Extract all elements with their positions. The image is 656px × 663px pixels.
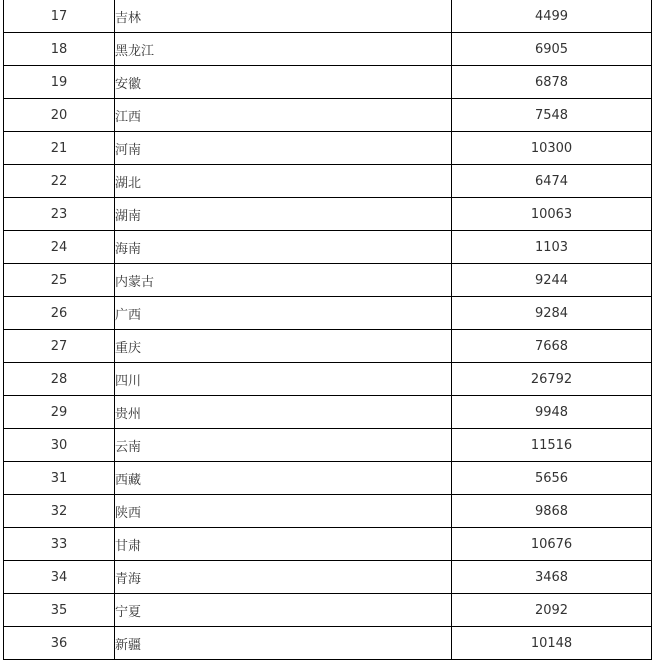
table-row bbox=[4, 495, 652, 528]
row-value-cell: 2092 bbox=[452, 594, 652, 627]
row-index-cell: 17 bbox=[4, 0, 115, 33]
row-value-cell: 9868 bbox=[452, 495, 652, 528]
table-row bbox=[4, 462, 652, 495]
row-name-cell: 宁夏 bbox=[115, 594, 452, 627]
row-value-cell: 5656 bbox=[452, 462, 652, 495]
row-name-cell: 贵州 bbox=[115, 396, 452, 429]
row-value-cell: 3468 bbox=[452, 561, 652, 594]
row-index-cell: 28 bbox=[4, 363, 115, 396]
row-value-cell: 10676 bbox=[452, 528, 652, 561]
row-value-cell: 26792 bbox=[452, 363, 652, 396]
row-index-cell: 34 bbox=[4, 561, 115, 594]
table-row bbox=[4, 33, 652, 66]
row-index-cell: 29 bbox=[4, 396, 115, 429]
row-name-cell: 安徽 bbox=[115, 66, 452, 99]
table-row bbox=[4, 429, 652, 462]
row-name-cell: 云南 bbox=[115, 429, 452, 462]
table-row bbox=[4, 594, 652, 627]
row-value-cell: 4499 bbox=[452, 0, 652, 33]
table-row bbox=[4, 363, 652, 396]
row-index-cell: 20 bbox=[4, 99, 115, 132]
row-value-cell: 6474 bbox=[452, 165, 652, 198]
table-row bbox=[4, 165, 652, 198]
row-name-cell: 河南 bbox=[115, 132, 452, 165]
row-name-cell: 江西 bbox=[115, 99, 452, 132]
table-row bbox=[4, 330, 652, 363]
row-value-cell: 10300 bbox=[452, 132, 652, 165]
row-index-cell: 31 bbox=[4, 462, 115, 495]
row-name-cell: 青海 bbox=[115, 561, 452, 594]
row-value-cell: 9244 bbox=[452, 264, 652, 297]
table-row bbox=[4, 396, 652, 429]
table-row bbox=[4, 297, 652, 330]
table-body bbox=[4, 0, 652, 660]
province-data-table bbox=[3, 0, 652, 660]
row-value-cell: 7548 bbox=[452, 99, 652, 132]
table-row bbox=[4, 627, 652, 660]
row-name-cell: 四川 bbox=[115, 363, 452, 396]
row-index-cell: 33 bbox=[4, 528, 115, 561]
table-row bbox=[4, 99, 652, 132]
row-index-cell: 22 bbox=[4, 165, 115, 198]
row-index-cell: 21 bbox=[4, 132, 115, 165]
row-name-cell: 陕西 bbox=[115, 495, 452, 528]
row-index-cell: 30 bbox=[4, 429, 115, 462]
table-row bbox=[4, 264, 652, 297]
row-name-cell: 新疆 bbox=[115, 627, 452, 660]
table-row bbox=[4, 561, 652, 594]
table-row bbox=[4, 66, 652, 99]
row-name-cell: 海南 bbox=[115, 231, 452, 264]
row-name-cell: 西藏 bbox=[115, 462, 452, 495]
row-name-cell: 黑龙江 bbox=[115, 33, 452, 66]
row-value-cell: 6905 bbox=[452, 33, 652, 66]
table-row bbox=[4, 132, 652, 165]
row-name-cell: 重庆 bbox=[115, 330, 452, 363]
table-row bbox=[4, 528, 652, 561]
table-row bbox=[4, 231, 652, 264]
row-value-cell: 10063 bbox=[452, 198, 652, 231]
row-name-cell: 广西 bbox=[115, 297, 452, 330]
row-index-cell: 24 bbox=[4, 231, 115, 264]
row-name-cell: 甘肃 bbox=[115, 528, 452, 561]
row-value-cell: 9284 bbox=[452, 297, 652, 330]
row-value-cell: 9948 bbox=[452, 396, 652, 429]
row-value-cell: 7668 bbox=[452, 330, 652, 363]
row-value-cell: 11516 bbox=[452, 429, 652, 462]
row-value-cell: 6878 bbox=[452, 66, 652, 99]
row-name-cell: 内蒙古 bbox=[115, 264, 452, 297]
row-index-cell: 25 bbox=[4, 264, 115, 297]
table-row bbox=[4, 0, 652, 33]
row-index-cell: 26 bbox=[4, 297, 115, 330]
row-index-cell: 19 bbox=[4, 66, 115, 99]
table-row bbox=[4, 198, 652, 231]
row-index-cell: 18 bbox=[4, 33, 115, 66]
row-index-cell: 35 bbox=[4, 594, 115, 627]
row-index-cell: 27 bbox=[4, 330, 115, 363]
row-index-cell: 23 bbox=[4, 198, 115, 231]
row-name-cell: 湖北 bbox=[115, 165, 452, 198]
row-name-cell: 吉林 bbox=[115, 0, 452, 33]
row-value-cell: 1103 bbox=[452, 231, 652, 264]
row-name-cell: 湖南 bbox=[115, 198, 452, 231]
row-index-cell: 36 bbox=[4, 627, 115, 660]
row-index-cell: 32 bbox=[4, 495, 115, 528]
row-value-cell: 10148 bbox=[452, 627, 652, 660]
